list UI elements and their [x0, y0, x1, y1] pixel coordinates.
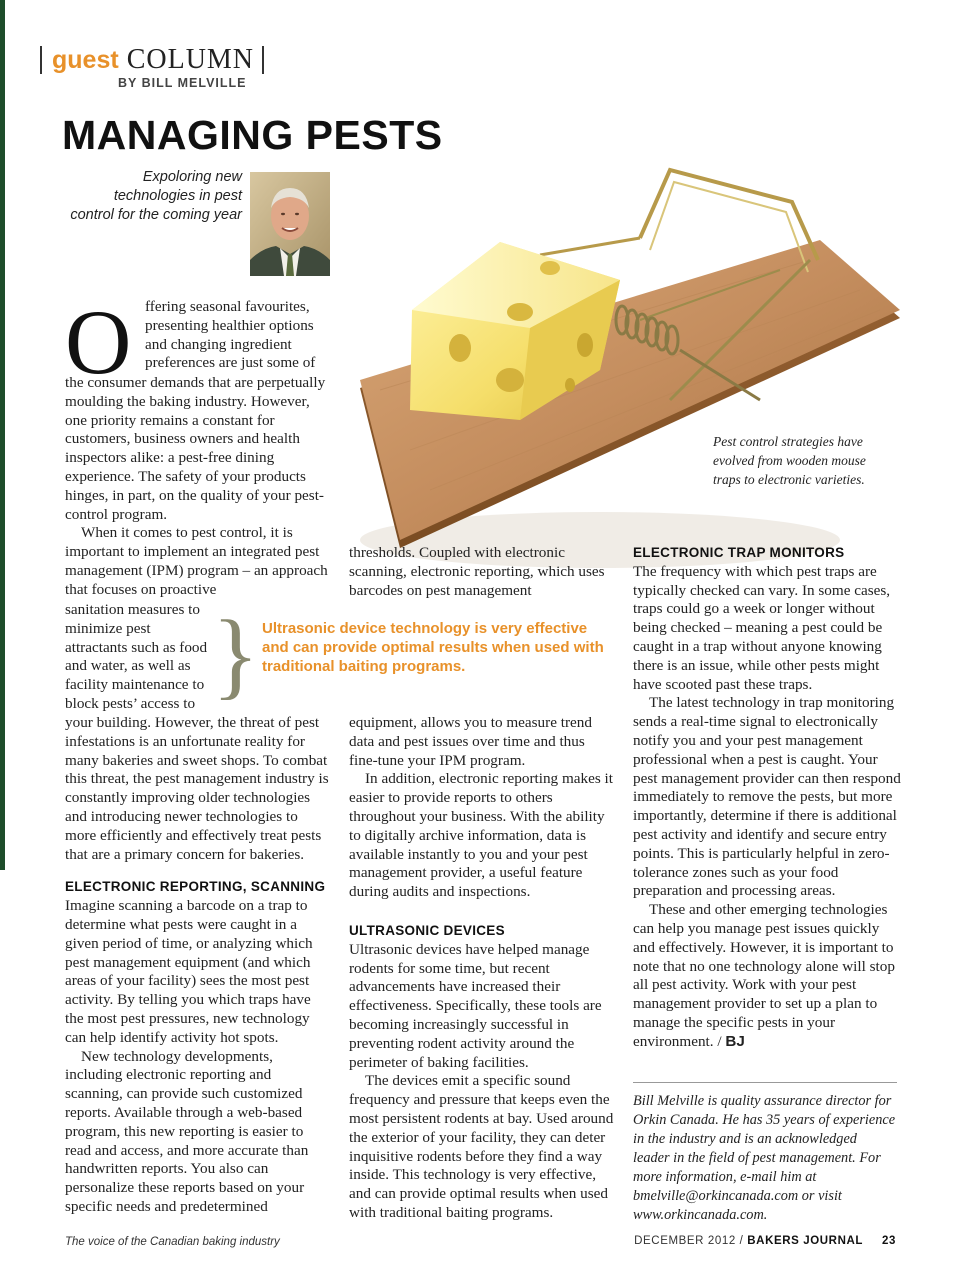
author-bio: Bill Melville is quality assurance director for Orkin Canada. He has 35 years of experience in the industry and is an acknowledged leader in the field of pest management. For more information, e-mail him at bmelville@orkincanada.com or visit www.orkincanada.com. — [633, 1093, 896, 1223]
column-1-lower — [65, 714, 331, 1217]
footer-issue: DECEMBER 2012 / — [634, 1235, 744, 1247]
byline: BY BILL MELVILLE — [118, 76, 247, 90]
pullquote: Ultrasonic device technology is very effective and can provide optimal results when used with traditional baiting programs. — [262, 620, 604, 675]
body-paragraph: When it comes to pest control, it is important to implement an integrated pest management (IPM) program – an approach that focuses on proactive — [65, 524, 328, 598]
header-guest: guest — [52, 45, 119, 74]
narrow-line: sanitation measures to — [65, 601, 200, 618]
footer-publication: BAKERS JOURNAL — [747, 1235, 864, 1247]
body-paragraph: Ultrasonic devices have helped manage rodents for some time, but recent advancements have increased their effectiveness. Specifically, these tools are becoming increasingly successful in preventing rodent activity around the perimeter of baking facilities. — [349, 940, 602, 1071]
footer-folio — [634, 1235, 896, 1247]
lead-line: presenting healthier options — [145, 316, 314, 334]
footer-tagline: The voice of the Canadian baking industry — [65, 1236, 280, 1248]
photo-caption: Pest control strategies have evolved from wooden mouse traps to electronic varieties. — [713, 434, 866, 487]
header-column: COLUMN — [126, 44, 255, 75]
body-paragraph: The devices emit a specific sound frequency and pressure that keeps even the most persistent rodents at bay. Used around the exterior of your facility, they can deter inquisitive rodents before they find a way inside. This technology is very effective, and can provide optimal results when used with traditional baiting programs. — [349, 1072, 614, 1221]
body-paragraph: the consumer demands that are perpetually moulding the baking industry. However, one priority remains a constant for customers, business owners and health inspectors alike: a pest-free dining experience. The safety of your products hinges, in part, on the quality of your pest-control program. — [65, 374, 326, 523]
subhead-ultrasonic-devices: ULTRASONIC DEVICES — [349, 922, 505, 938]
narrow-line: facility maintenance to — [65, 676, 205, 694]
body-paragraph: New technology developments, including electronic reporting and scanning, can provide such customized reports. Available through a web-based program, this new reporting is easier to read and access, and more accurate than handwritten reports. You also can personalize these reports based on your specific needs and predetermined — [65, 1047, 309, 1215]
end-sign: BJ — [725, 1032, 745, 1050]
narrow-line: block pests’ access to — [65, 694, 196, 712]
body-paragraph: In addition, electronic reporting makes it easier to provide reports to others throughout your business. With the ability to digitally archive information, data is available instantly to you and your pest management provider, a useful feature during audits and inspections. — [349, 770, 613, 901]
header-bar-left — [40, 46, 42, 74]
page-edge-strip — [0, 0, 5, 870]
lead-line: ffering seasonal favourites, — [145, 298, 310, 315]
page-number: 23 — [882, 1235, 896, 1247]
column-1-narrow — [65, 601, 225, 714]
column-2-lower — [349, 714, 615, 1223]
narrow-line: and water, as well as — [65, 657, 191, 675]
lead-paragraph — [65, 291, 327, 393]
narrow-line: attractants such as food — [65, 638, 208, 656]
column-3 — [633, 544, 901, 1052]
body-paragraph: equipment, allows you to measure trend data and pest issues over time and thus fine-tune your IPM program. — [349, 714, 592, 769]
article-title: MANAGING PESTS — [62, 112, 443, 158]
lead-line: and changing ingredient — [145, 335, 292, 353]
bio-divider — [633, 1082, 897, 1083]
mousetrap-photo — [340, 160, 900, 590]
pullquote-brace: } — [212, 601, 260, 709]
header-bar-right — [262, 46, 264, 74]
column-header — [40, 44, 264, 76]
drop-cap: O — [65, 291, 132, 393]
body-paragraph — [633, 901, 901, 1051]
article-dek: Expoloring new technologies in pest control for the coming year — [70, 169, 242, 223]
column-1-upper — [65, 374, 331, 600]
column-2-upper — [349, 544, 615, 600]
body-paragraph: your building. However, the threat of pest infestations is an unfortunate reality for many bakeries and sweet shops. To combat this threat, the pest management industry is constantly improving older technologies and introducing newer technologies to more efficiently and effectively treat pests that are a primary concern for bakeries. — [65, 714, 329, 863]
narrow-line: minimize pest — [65, 619, 151, 637]
body-paragraph: The frequency with which pest traps are typically checked can vary. In some cases, traps could go a week or longer without being checked – meaning a pest could be caught in a trap without anyone knowing there is an issue, while other pests might have scooted past these traps. — [633, 562, 891, 693]
subhead-electronic-reporting: ELECTRONIC REPORTING, SCANNING — [65, 879, 326, 895]
body-paragraph: Imagine scanning a barcode on a trap to determine what pests were caught in a given period of time, or analyzing which pest management equipment (and which areas of your facility) sees the most pest activity. By telling you which traps have the most pest pressures, new technology can help identify activity hot spots. — [65, 897, 313, 1046]
lead-lines — [145, 298, 327, 373]
author-portrait — [250, 172, 330, 276]
body-paragraph: thresholds. Coupled with electronic scanning, electronic reporting, which uses barcodes on pest management — [349, 544, 605, 599]
body-paragraph: The latest technology in trap monitoring sends a real-time signal to electronically notify you and your pest management professional when a pest is caught. Your pest management provider can then respond immediately to remove the pests, but more importantly, determine if there is additional pest activity and identify and secure entry points. This is particularly helpful in zero-tolerance zones such as your food preparation and processing areas. — [633, 694, 901, 900]
closing-text: These and other emerging technologies can help you manage pest issues quickly and effectively. However, it is important to note that no one technology alone will stop all pest activity. Work with your pest management provider to set up a plan to manage the specific pests in your environment. / — [633, 901, 895, 1050]
lead-line: preferences are just some of — [145, 354, 316, 372]
subhead-electronic-trap-monitors: ELECTRONIC TRAP MONITORS — [633, 545, 845, 560]
